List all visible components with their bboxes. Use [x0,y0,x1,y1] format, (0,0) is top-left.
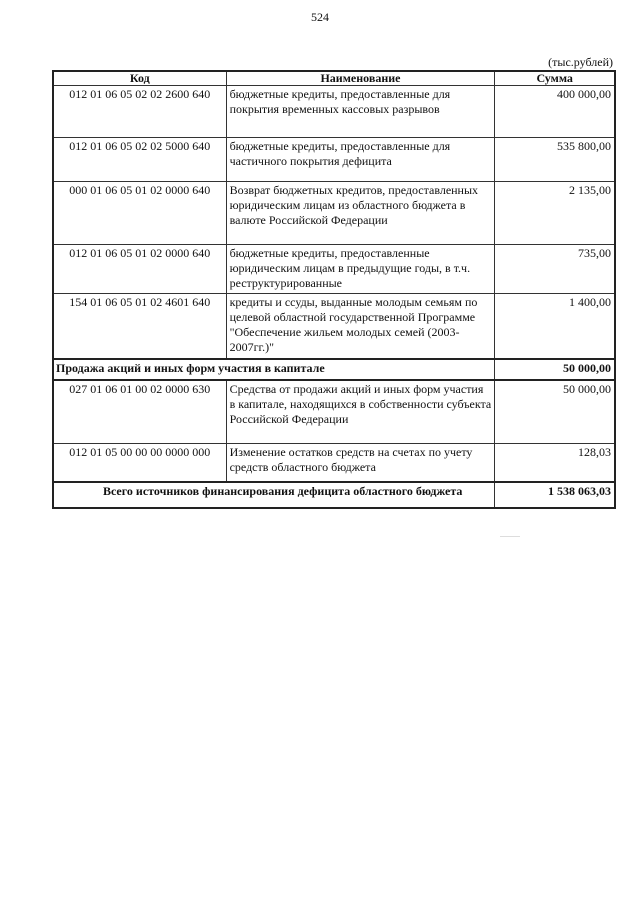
table-row [53,380,615,444]
total-label: Всего источников финансирования дефицита областного бюджета [53,482,495,508]
row-sum: 2 135,00 [495,182,615,245]
row-sum: 50 000,00 [495,380,615,444]
page-number: 524 [311,10,329,24]
row-sum: 400 000,00 [495,86,615,138]
scan-artifact [500,536,520,537]
financing-table [52,70,616,509]
row-name: Изменение остатков средств на счетах по учету средств областного бюджета [226,444,495,482]
row-sum: 535 800,00 [495,138,615,182]
table-row [53,245,615,294]
row-name: кредиты и ссуды, выданные молодым семьям по целевой областной государственной Программе "Обеспечение жильем молодых семей (2003-2007гг.)" [226,294,495,359]
row-name: бюджетные кредиты, предоставленные для покрытия временных кассовых разрывов [226,86,495,138]
row-name: Возврат бюджетных кредитов, предоставленных юридическим лицам из областного бюджета в валюте Российской Федерации [226,182,495,245]
table-row [53,138,615,182]
table-row [53,444,615,482]
row-code: 012 01 06 05 02 02 2600 640 [53,86,226,138]
row-code: 012 01 06 05 02 02 5000 640 [53,138,226,182]
row-name: бюджетные кредиты, предоставленные для частичного покрытия дефицита [226,138,495,182]
header-code: Код [53,71,226,86]
header-name: Наименование [226,71,495,86]
table-row [53,182,615,245]
table-header-row [53,71,615,86]
section-label: Продажа акций и иных форм участия в капитале [53,359,495,380]
row-code: 012 01 06 05 01 02 0000 640 [53,245,226,294]
header-sum: Сумма [495,71,615,86]
units-label: (тыс.рублей) [548,55,613,69]
row-code: 027 01 06 01 00 02 0000 630 [53,380,226,444]
table-row [53,86,615,138]
row-code: 154 01 06 05 01 02 4601 640 [53,294,226,359]
row-code: 012 01 05 00 00 00 0000 000 [53,444,226,482]
row-sum: 128,03 [495,444,615,482]
row-code: 000 01 06 05 01 02 0000 640 [53,182,226,245]
row-name: бюджетные кредиты, предоставленные юридическим лицам в предыдущие годы, в т.ч. реструктурированные [226,245,495,294]
total-sum: 1 538 063,03 [495,482,615,508]
table-row [53,294,615,359]
row-name: Средства от продажи акций и иных форм участия в капитале, находящихся в собственности субъекта Российской Федерации [226,380,495,444]
total-row [53,482,615,508]
row-sum: 735,00 [495,245,615,294]
row-sum: 1 400,00 [495,294,615,359]
section-sum: 50 000,00 [495,359,615,380]
section-row [53,359,615,380]
